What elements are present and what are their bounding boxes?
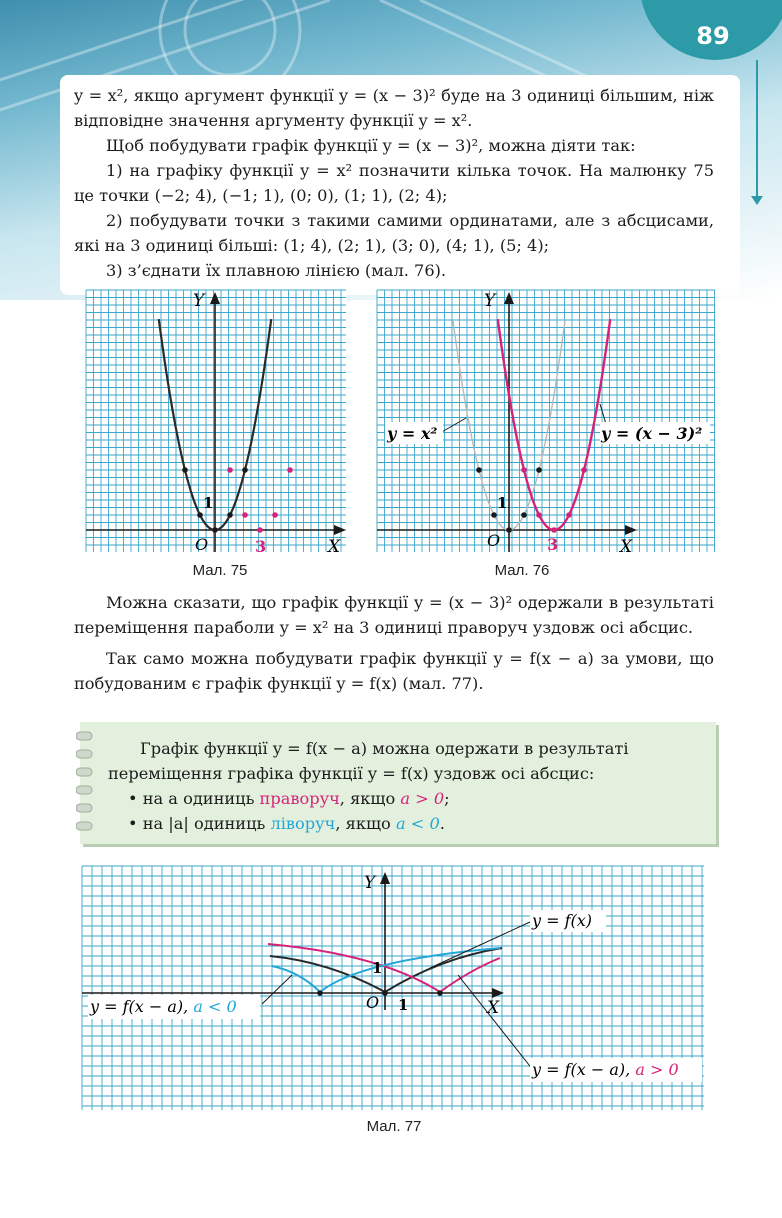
axis-x-label-76: X bbox=[620, 537, 633, 556]
plot-point bbox=[581, 467, 587, 473]
plot-point bbox=[197, 512, 203, 518]
rule-intro: Графік функції y = f(x − a) можна одержати в результаті переміщення графіка функції y = f(x) уздовж осі абсцис: bbox=[108, 739, 629, 783]
origin-label-76: O bbox=[487, 531, 501, 550]
plot-point bbox=[227, 467, 233, 473]
tick-1y-label-77: 1 bbox=[372, 959, 383, 977]
plot-point bbox=[491, 512, 497, 518]
rule-text bbox=[108, 736, 708, 836]
label-negative-fn: y = f(x − a), bbox=[90, 997, 194, 1016]
label-y-x2-76: y = x² bbox=[387, 424, 438, 443]
tick-3-label-76: 3 bbox=[547, 535, 559, 554]
paragraph-2: Щоб побудувати графік функції y = (x − 3)², можна діяти так: bbox=[106, 136, 636, 155]
label-positive-cond: a > 0 bbox=[635, 1060, 679, 1079]
bullet-icon: • bbox=[128, 789, 143, 808]
label-positive-fn: y = f(x − a), bbox=[532, 1060, 636, 1079]
tick-1-label-76: 1 bbox=[497, 494, 508, 512]
margin-arrow-icon bbox=[751, 196, 763, 205]
plot-point bbox=[506, 527, 512, 533]
origin-label-75: O bbox=[195, 535, 209, 554]
page-number: 89 bbox=[696, 22, 730, 50]
paragraph-4: 2) побудувати точки з такими самими ординатами, але з абсцисами, які на 3 одиниці більші: (1; 4), (2; 1), (3; 0), (4; 1), (5; 4); bbox=[74, 211, 714, 255]
figure-75 bbox=[84, 288, 348, 556]
caption-76: Мал. 76 bbox=[494, 562, 550, 579]
notebook-spiral-icon bbox=[76, 730, 96, 840]
plot-point bbox=[521, 512, 527, 518]
axis-y-label-77: Y bbox=[364, 873, 376, 893]
figure-77 bbox=[80, 864, 706, 1114]
label-f-x: y = f(x) bbox=[532, 911, 593, 930]
margin-line bbox=[756, 60, 758, 200]
top-text bbox=[74, 83, 714, 283]
plot-point bbox=[182, 467, 188, 473]
axis-y-label-75: Y bbox=[193, 291, 205, 311]
plot-point bbox=[551, 527, 557, 533]
bullet-icon: • bbox=[128, 814, 143, 833]
label-negative-shift bbox=[89, 997, 237, 1016]
caption-77: Мал. 77 bbox=[366, 1118, 422, 1135]
label-y-shifted-76: y = (x − 3)² bbox=[601, 424, 703, 443]
rule-bullet-1-condition: a > 0 bbox=[400, 789, 445, 808]
rule-bullet-1-end: ; bbox=[444, 789, 450, 808]
paragraph-6: Можна сказати, що графік функції y = (x − 3)² одержали в результаті переміщення параболи y = x² на 3 одиниці праворуч уздовж осі абсцис. bbox=[74, 593, 714, 637]
figure-76 bbox=[375, 288, 717, 556]
axis-x-label-75: X bbox=[328, 537, 341, 556]
rule-bullet-2-end: . bbox=[439, 814, 445, 833]
paragraph-7: Так само можна побудувати графік функції y = f(x − a) за умови, що побудованим є графік функції y = f(x) (мал. 77). bbox=[74, 649, 714, 693]
rule-bullet-1-direction: праворуч bbox=[259, 789, 340, 808]
tick-3-label-75: 3 bbox=[255, 537, 267, 556]
point-shift-right-77 bbox=[437, 990, 443, 996]
rule-bullet-1-pre: на a одиниць bbox=[142, 789, 260, 808]
origin-label-77: O bbox=[366, 993, 380, 1012]
point-origin-77 bbox=[382, 990, 388, 996]
rule-bullet-left bbox=[108, 811, 708, 836]
paragraph-1: y = x², якщо аргумент функції y = (x − 3)² буде на 3 одиниці більшим, ніж відповідне значення аргументу функції y = x². bbox=[74, 86, 714, 130]
rule-bullet-2-condition: a < 0 bbox=[395, 814, 440, 833]
tick-1-label-77: 1 bbox=[398, 996, 409, 1014]
caption-75: Мал. 75 bbox=[192, 562, 248, 579]
plot-point bbox=[212, 527, 218, 533]
tick-1-label-75: 1 bbox=[203, 494, 214, 512]
middle-text bbox=[74, 590, 714, 696]
plot-point bbox=[521, 467, 527, 473]
paragraph-3: 1) на графіку функції y = x² позначити кілька точок. На малюнку 75 це точки (−2; 4), (−1; 1), (0; 0), (1; 1), (2; 4); bbox=[74, 161, 714, 205]
plot-point bbox=[272, 512, 278, 518]
plot-point bbox=[536, 512, 542, 518]
rule-bullet-right bbox=[108, 786, 708, 811]
rule-bullet-2-direction: ліворуч bbox=[270, 814, 336, 833]
plot-point bbox=[536, 467, 542, 473]
plot-point bbox=[476, 467, 482, 473]
rule-bullet-1-post: , якщо bbox=[339, 789, 401, 808]
plot-point bbox=[566, 512, 572, 518]
plot-point bbox=[227, 512, 233, 518]
axis-x-label-77: X bbox=[487, 998, 500, 1018]
point-shift-left-77 bbox=[317, 990, 323, 996]
label-positive-shift bbox=[531, 1060, 679, 1079]
plot-point bbox=[257, 527, 263, 533]
plot-point bbox=[287, 467, 293, 473]
rule-bullet-2-post: , якщо bbox=[335, 814, 396, 833]
paragraph-5: 3) з’єднати їх плавною лінією (мал. 76). bbox=[106, 261, 447, 280]
plot-point bbox=[242, 467, 248, 473]
label-negative-cond: a < 0 bbox=[193, 997, 237, 1016]
plot-point bbox=[242, 512, 248, 518]
rule-bullet-2-pre: на |a| одиниць bbox=[142, 814, 271, 833]
axis-y-label-76: Y bbox=[484, 291, 496, 311]
